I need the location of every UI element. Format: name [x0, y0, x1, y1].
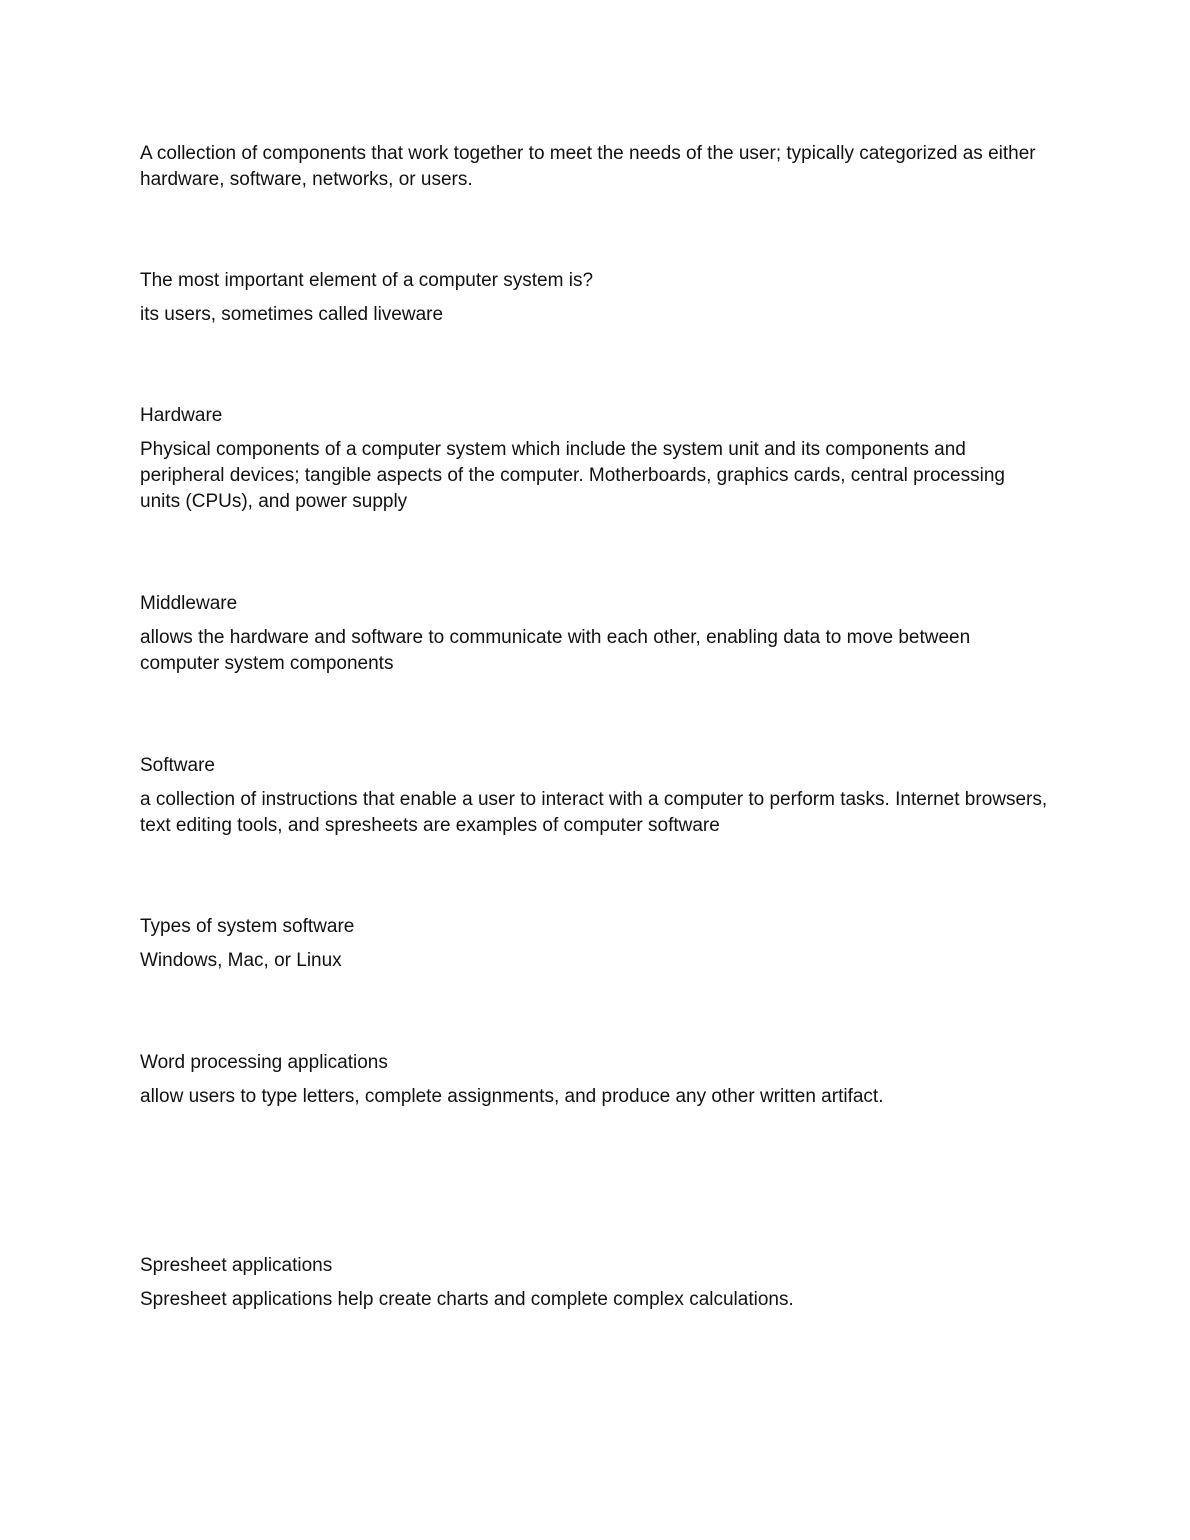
entry-term: Middleware: [140, 593, 238, 614]
entry-definition: Spresheet applications help create charts and complete complex calculations.: [140, 1289, 794, 1310]
entry-word-processing: [140, 1050, 1050, 1110]
entry-term: Types of system software: [140, 916, 355, 937]
entry-types-of-system-software: [140, 914, 1050, 974]
entry-computer-system: [140, 141, 1050, 193]
entry-definition: a collection of instructions that enable a user to interact with a computer to perform tasks. Internet browsers, text editing tools, and spresheets are examples of computer software: [140, 789, 1053, 836]
entry-term: Software: [140, 755, 215, 776]
entry-term: Word processing applications: [140, 1052, 388, 1073]
entry-term: Spresheet applications: [140, 1255, 333, 1276]
entry-definition: A collection of components that work together to meet the needs of the user; typically categorized as either hardware, software, networks, or users.: [140, 143, 1041, 190]
entry-definition: its users, sometimes called liveware: [140, 304, 444, 325]
entry-software: [140, 753, 1053, 839]
entry-term: Hardware: [140, 405, 223, 426]
entry-term: The most important element of a computer system is?: [140, 270, 594, 291]
entry-definition: allow users to type letters, complete assignments, and produce any other written artifact.: [140, 1086, 884, 1107]
entry-hardware: [140, 403, 1050, 515]
entry-middleware: [140, 591, 1050, 677]
entry-most-important-element: [140, 268, 1050, 328]
entry-definition: allows the hardware and software to communicate with each other, enabling data to move between computer system components: [140, 627, 976, 674]
entry-definition: Windows, Mac, or Linux: [140, 950, 342, 971]
entry-spreadsheet: [140, 1253, 1050, 1313]
entry-definition: Physical components of a computer system which include the system unit and its components and peripheral devices; tangible aspects of the computer. Motherboards, graphics cards, central processing units (CPUs), and power supply: [140, 439, 1011, 512]
